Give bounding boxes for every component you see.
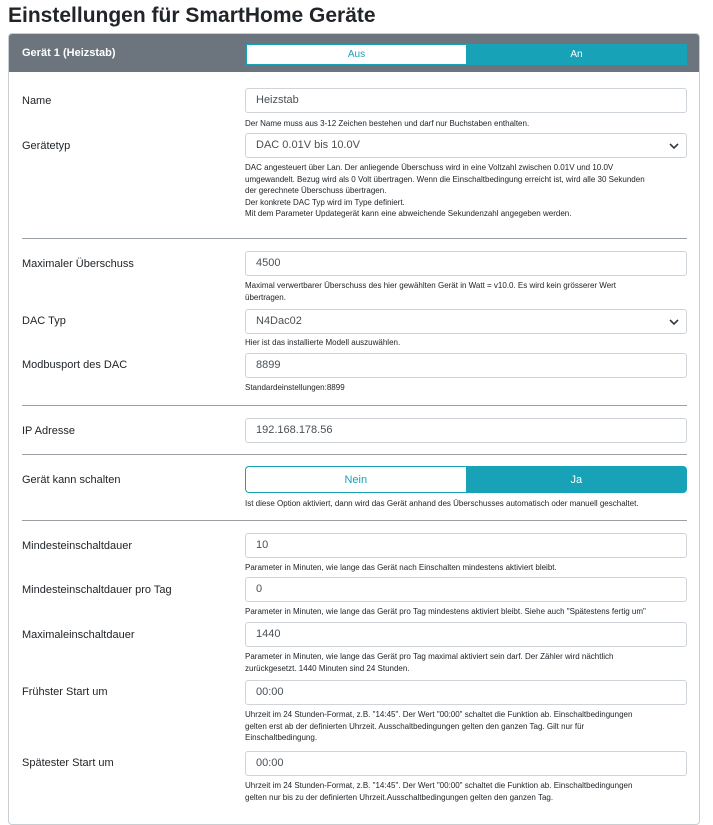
geraetetyp-help xyxy=(245,162,690,220)
kann-schalten-toggle xyxy=(245,466,687,493)
mindest-label: Mindesteinschaltdauer xyxy=(22,540,133,552)
geraetetyp-value: DAC 0.01V bis 10.0V xyxy=(256,139,360,151)
device-card xyxy=(8,33,700,825)
maximal-help-line: Parameter in Minuten, wie lange das Gerät pro Tag maximal aktiviert sein darf. Der Zähler wird nächtlich xyxy=(245,652,614,661)
geraetetyp-help-line: Der konkrete DAC Typ wird im Type definiert. xyxy=(245,197,405,207)
fruehster-start-help xyxy=(245,709,690,744)
geraetetyp-select[interactable] xyxy=(245,133,687,158)
chevron-down-icon xyxy=(668,316,680,328)
dac-typ-select[interactable] xyxy=(245,309,687,334)
mindest-help: Parameter in Minuten, wie lange das Gerät nach Einschalten mindestens aktiviert bleibt. xyxy=(245,563,557,572)
fruehster-start-label: Frühster Start um xyxy=(22,686,108,698)
divider xyxy=(22,454,687,455)
max-ueberschuss-input[interactable]: 4500 xyxy=(245,251,687,276)
name-help: Der Name muss aus 3-12 Zeichen bestehen und darf nur Buchstaben enthalten. xyxy=(245,119,530,128)
maximal-input[interactable]: 1440 xyxy=(245,622,687,647)
spaetester-start-help-line: Uhrzeit im 24 Stunden-Format, z.B. "14:45". Der Wert "00:00" schaltet die Funktion ab. Einschaltbedingungen xyxy=(245,781,633,790)
max-ueberschuss-label: Maximaler Überschuss xyxy=(22,258,134,270)
modbusport-input[interactable]: 8899 xyxy=(245,353,687,378)
device-on-button[interactable]: An xyxy=(466,44,687,65)
device-card-header xyxy=(9,34,699,72)
spaetester-start-input[interactable]: 00:00 xyxy=(245,751,687,776)
mindest-tag-help: Parameter in Minuten, wie lange das Gerät pro Tag mindestens aktiviert bleibt. Siehe auch "Spätestens fertig um" xyxy=(245,607,646,616)
kann-schalten-nein-button[interactable]: Nein xyxy=(245,466,466,493)
device-title: Gerät 1 (Heizstab) xyxy=(22,47,116,59)
kann-schalten-label: Gerät kann schalten xyxy=(22,474,121,486)
name-input[interactable]: Heizstab xyxy=(245,88,687,113)
max-ueberschuss-help-line: übertragen. xyxy=(245,292,286,302)
fruehster-start-help-line: gelten erst ab der definierten Uhrzeit. Ausschaltbedingungen gelten den ganzen Tag. Gilt nur für xyxy=(245,721,585,731)
dac-typ-label: DAC Typ xyxy=(22,315,66,327)
page-title: Einstellungen für SmartHome Geräte xyxy=(8,4,376,27)
chevron-down-icon xyxy=(668,140,680,152)
mindest-tag-label: Mindesteinschaltdauer pro Tag xyxy=(22,584,172,596)
mindest-input[interactable]: 10 xyxy=(245,533,687,558)
max-ueberschuss-help-line: Maximal verwertbarer Überschuss des hier gewählten Gerät in Watt = v10.0. Es wird kein grösserer Wert xyxy=(245,281,617,290)
ip-label: IP Adresse xyxy=(22,425,75,437)
divider xyxy=(22,405,687,406)
device-enable-toggle xyxy=(246,44,687,65)
maximal-help xyxy=(245,651,690,674)
geraetetyp-help-line: umgewandelt. Bezug wird als 0 Volt übertragen. Wenn die Einschaltbedingung erreicht ist, wird alle 30 Sekunden xyxy=(245,174,645,184)
ip-input[interactable]: 192.168.178.56 xyxy=(245,418,687,443)
mindest-tag-input[interactable]: 0 xyxy=(245,577,687,602)
dac-typ-help: Hier ist das installierte Modell auszuwählen. xyxy=(245,338,401,347)
max-ueberschuss-help xyxy=(245,280,690,303)
fruehster-start-help-line: Uhrzeit im 24 Stunden-Format, z.B. "14:45". Der Wert "00:00" schaltet die Funktion ab. Einschaltbedingungen xyxy=(245,710,633,719)
fruehster-start-help-line: Einschaltbedingung. xyxy=(245,733,318,742)
dac-typ-value: N4Dac02 xyxy=(256,315,302,327)
geraetetyp-help-line: DAC angesteuert über Lan. Der anliegende Überschuss wird in eine Voltzahl zwischen 0.01V und 10.0V xyxy=(245,163,614,172)
name-label: Name xyxy=(22,95,52,107)
modbusport-label: Modbusport des DAC xyxy=(22,359,128,371)
divider xyxy=(22,520,687,521)
maximal-label: Maximaleinschaltdauer xyxy=(22,629,135,641)
spaetester-start-help-line: gelten nur bis zu der definierten Uhrzeit.Ausschaltbedingungen gelten den ganzen Tag. xyxy=(245,792,554,802)
geraetetyp-help-line: Mit dem Parameter Updategerät kann eine abweichende Sekundenzahl angegeben werden. xyxy=(245,209,572,218)
modbusport-help: Standardeinstellungen:8899 xyxy=(245,383,345,392)
kann-schalten-help: Ist diese Option aktiviert, dann wird das Gerät anhand des Überschusses automatisch oder manuell geschaltet. xyxy=(245,499,639,508)
maximal-help-line: zurückgesetzt. 1440 Minuten sind 24 Stunden. xyxy=(245,663,410,673)
fruehster-start-input[interactable]: 00:00 xyxy=(245,680,687,705)
kann-schalten-ja-button[interactable]: Ja xyxy=(466,466,688,493)
device-off-button[interactable]: Aus xyxy=(246,44,466,65)
spaetester-start-help xyxy=(245,780,690,803)
divider xyxy=(22,238,687,239)
geraetetyp-help-line: der gerechnete Überschuss übertragen. xyxy=(245,186,387,195)
spaetester-start-label: Spätester Start um xyxy=(22,757,114,769)
geraetetyp-label: Gerätetyp xyxy=(22,140,71,152)
